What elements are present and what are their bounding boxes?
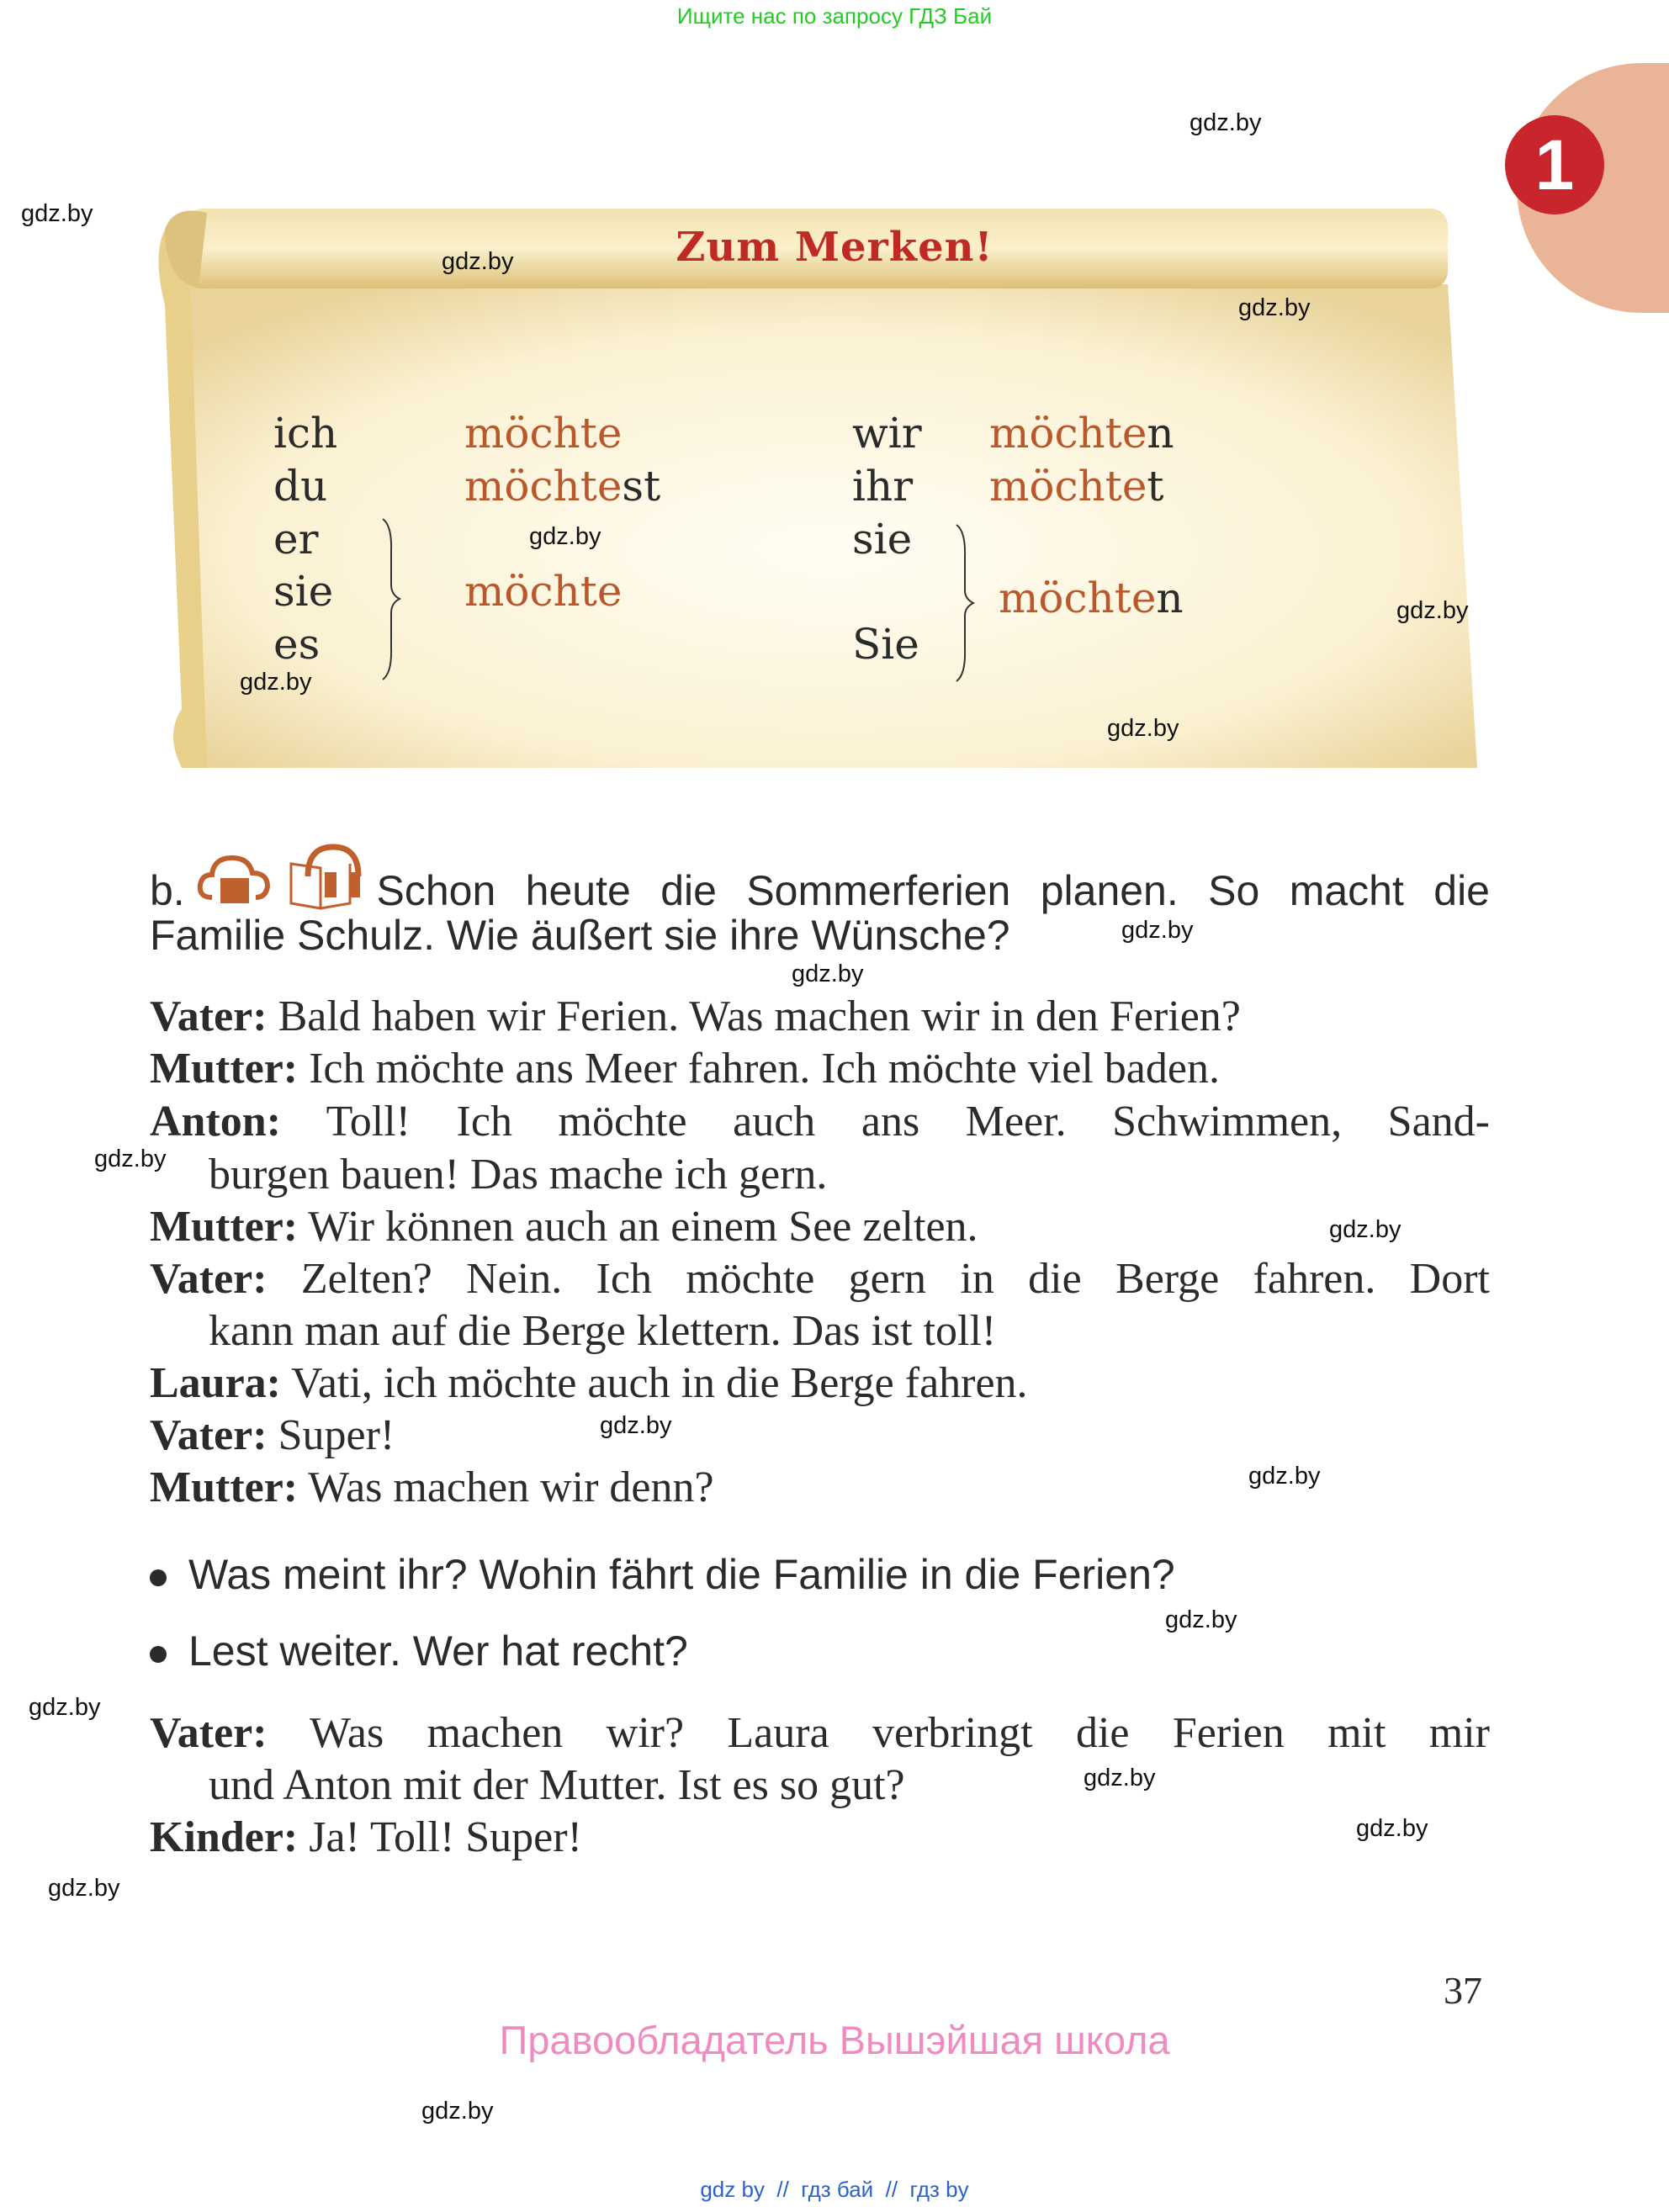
bullet-icon: [150, 1646, 167, 1663]
verb-stem: möchte: [464, 462, 623, 511]
speaker: Vater:: [150, 992, 268, 1040]
verb-form: [989, 409, 1174, 458]
line-text: burgen bauen! Das mache ich gern.: [209, 1151, 828, 1199]
brace-icon: [952, 523, 986, 683]
watermark: gdz.by: [1329, 1216, 1401, 1243]
dialogue-line: [150, 1045, 1490, 1093]
dialogue-line: [150, 1411, 1490, 1460]
bullet-question: [150, 1627, 688, 1675]
speaker: Laura:: [150, 1359, 281, 1407]
pronoun: du: [273, 462, 328, 511]
line-text: Vati, ich möchte auch in die Berge fahren.: [281, 1359, 1028, 1407]
exercise-instruction: Familie Schulz. Wie äußert sie ihre Wünsche?: [150, 912, 1010, 959]
dialogue-line: [150, 1359, 1490, 1408]
line-text: kann man auf die Berge klettern. Das ist toll!: [209, 1307, 997, 1355]
pronoun: wir: [852, 409, 922, 458]
speaker: Vater:: [150, 1255, 268, 1303]
verb-stem: möchte: [464, 567, 623, 616]
pronoun: sie: [852, 515, 913, 564]
verb-stem: möchte: [464, 409, 623, 458]
bullet-question: [150, 1550, 1175, 1599]
line-text: Wir können auch an einem See zelten.: [298, 1203, 978, 1251]
watermark: gdz.by: [529, 523, 601, 550]
line-text: und Anton mit der Mutter. Ist es so gut?: [209, 1761, 905, 1809]
bullet-text: Lest weiter. Wer hat recht?: [188, 1627, 688, 1675]
watermark: gdz.by: [1356, 1815, 1428, 1842]
verb-form: [464, 409, 623, 458]
dialogue-line: [150, 992, 1490, 1041]
verb-form: [464, 567, 623, 616]
line-text: Zelten? Nein. Ich möchte gern in die Berge fahren. Dort: [267, 1255, 1490, 1303]
verb-ending: st: [622, 462, 661, 511]
verb-stem: möchte: [999, 574, 1157, 622]
line-text: Ich möchte ans Meer fahren. Ich möchte viel baden.: [298, 1045, 1220, 1093]
speaker: Vater:: [150, 1411, 268, 1459]
exercise-heading: [150, 843, 1490, 915]
bullet-text: Was meint ihr? Wohin fährt die Familie in die Ferien?: [188, 1551, 1175, 1598]
pronoun: es: [273, 620, 321, 669]
box-title: Zum Merken!: [676, 224, 993, 271]
verb-form: [989, 462, 1164, 511]
pronoun: ihr: [852, 462, 914, 511]
bullet-icon: [150, 1569, 167, 1586]
watermark: gdz.by: [21, 200, 93, 227]
watermark: gdz.by: [1121, 917, 1194, 944]
search-hint: Ищите нас по запросу ГДЗ Бай: [676, 3, 993, 29]
watermark: gdz.by: [48, 1875, 120, 1902]
watermark: gdz.by: [240, 669, 312, 696]
verb-ending: n: [1147, 409, 1174, 458]
watermark: gdz.by: [442, 248, 514, 275]
unit-badge: 1: [1505, 115, 1604, 214]
pronoun: sie: [273, 567, 334, 616]
line-text: Super!: [267, 1411, 395, 1459]
scroll-background: [148, 204, 1481, 775]
brace-icon: [379, 517, 412, 681]
audio-book-icon: [283, 843, 367, 910]
speaker: Mutter:: [150, 1203, 299, 1251]
dialogue-line: [150, 1098, 1490, 1146]
exercise-instruction: Schon heute die Sommerferien planen. So macht die: [376, 867, 1490, 914]
watermark: gdz.by: [421, 2098, 494, 2125]
verb-ending: n: [1156, 574, 1184, 622]
line-text: Bald haben wir Ferien. Was machen wir in den Ferien?: [267, 992, 1241, 1040]
verb-form: [464, 462, 661, 511]
dialogue-line: [150, 1255, 1490, 1304]
dialogue-line: [209, 1761, 1490, 1810]
footer-links[interactable]: gdz by // гдз бай // гдз by: [700, 2177, 969, 2202]
verb-stem: möchte: [989, 409, 1147, 458]
copyright-holder: Правообладатель Вышэйшая школа: [499, 2018, 1170, 2062]
watermark: gdz.by: [29, 1694, 101, 1721]
speaker: Vater:: [150, 1709, 268, 1757]
watermark: gdz.by: [94, 1146, 167, 1172]
verb-form: [999, 574, 1184, 622]
line-text: Was machen wir? Laura verbringt die Ferien mit mir: [267, 1709, 1490, 1757]
watermark: gdz.by: [792, 960, 864, 987]
pronoun: ich: [273, 409, 338, 458]
watermark: gdz.by: [1084, 1765, 1156, 1791]
watermark: gdz.by: [1238, 294, 1311, 321]
pronoun: er: [273, 515, 319, 564]
watermark: gdz.by: [1396, 597, 1469, 624]
line-text: Was machen wir denn?: [298, 1463, 714, 1511]
watermark: gdz.by: [1248, 1463, 1321, 1490]
speaker: Anton:: [150, 1098, 282, 1146]
dialogue-line: [209, 1307, 1490, 1356]
watermark: gdz.by: [1189, 109, 1262, 136]
dialogue-line: [150, 1709, 1490, 1758]
dialogue-line: [150, 1813, 1490, 1862]
line-text: Toll! Ich möchte auch ans Meer. Schwimmen, Sand-: [281, 1098, 1490, 1146]
dialogue-line: [150, 1203, 1490, 1252]
verb-ending: t: [1147, 462, 1164, 511]
watermark: gdz.by: [600, 1412, 672, 1439]
dialogue-line: [209, 1151, 1490, 1199]
speaker: Mutter:: [150, 1463, 299, 1511]
exercise-letter: b.: [150, 867, 185, 914]
speaker: Mutter:: [150, 1045, 299, 1093]
speaker: Kinder:: [150, 1813, 299, 1861]
page-number: 37: [1444, 1969, 1482, 2012]
line-text: Ja! Toll! Super!: [298, 1813, 582, 1861]
exercise-marker: [150, 843, 367, 915]
watermark: gdz.by: [1107, 715, 1179, 742]
pronoun: Sie: [852, 620, 919, 669]
verb-stem: möchte: [989, 462, 1147, 511]
watermark: gdz.by: [1165, 1606, 1237, 1633]
cloud-folder-icon: [197, 851, 271, 910]
